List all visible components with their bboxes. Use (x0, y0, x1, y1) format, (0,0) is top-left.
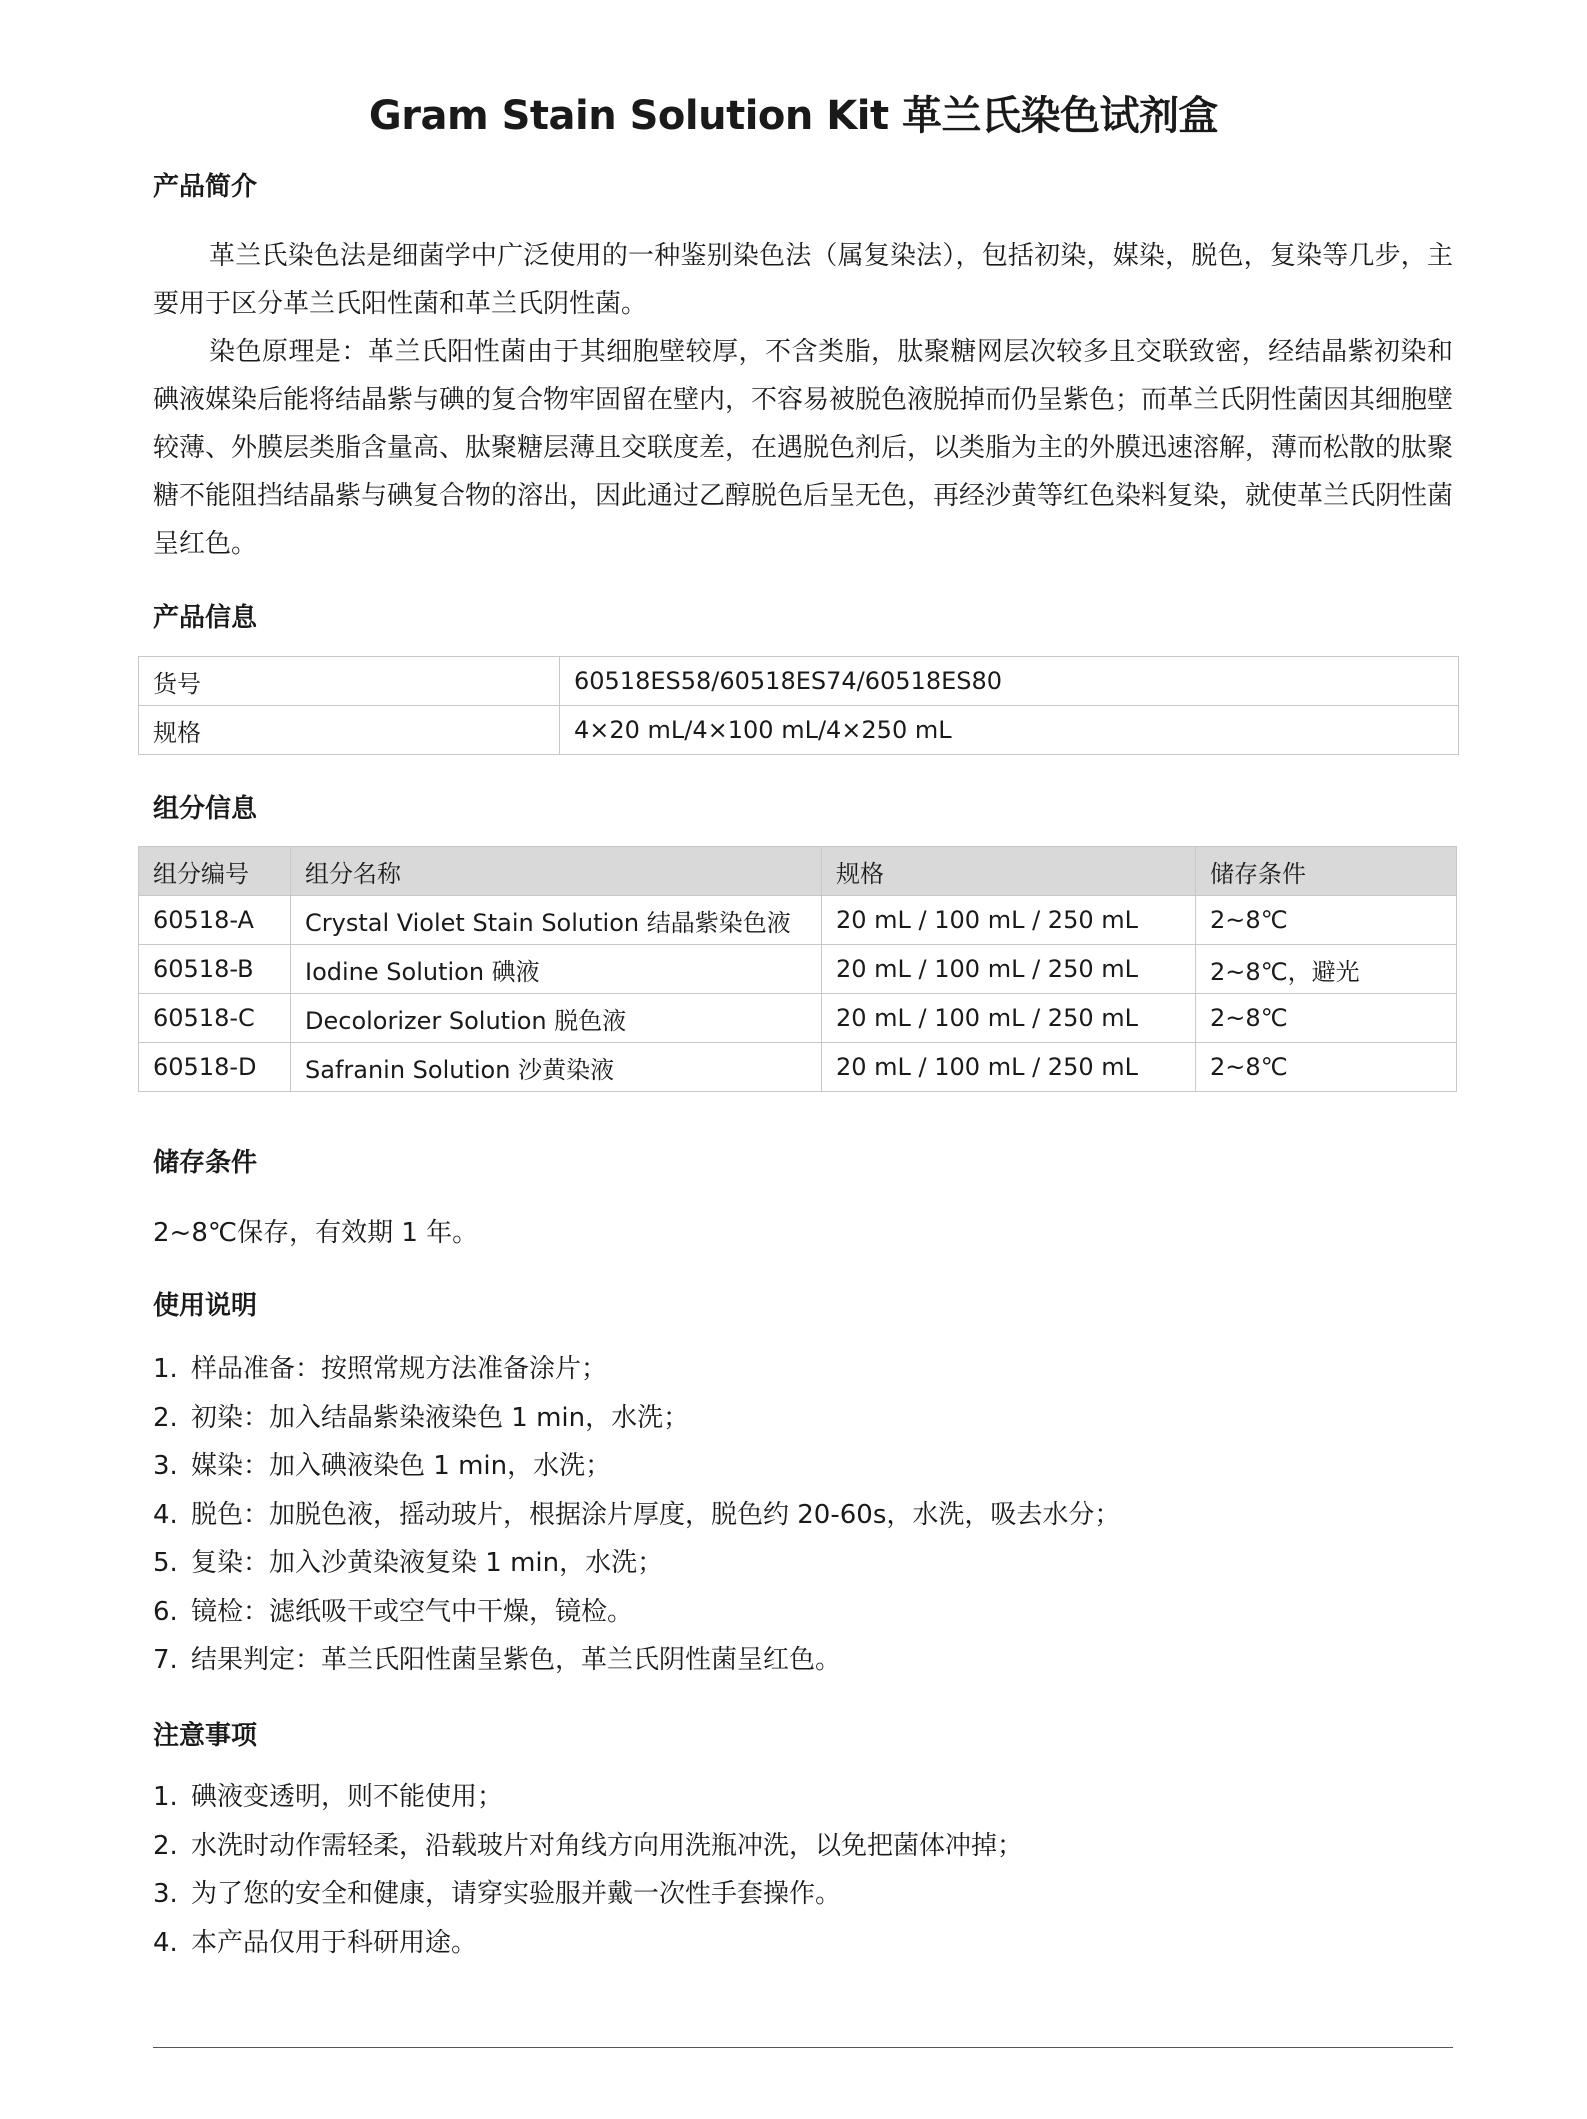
table-row (139, 657, 1459, 706)
usage-heading: 使用说明 (153, 1291, 258, 1321)
table-header-row (139, 847, 1457, 896)
list-item: 4. 本产品仅用于科研用途。 (153, 1927, 478, 1958)
column-header: 组分编号 (139, 847, 291, 896)
list-item: 7. 结果判定：革兰氏阳性菌呈紫色，革兰氏阴性菌呈红色。 (153, 1645, 842, 1675)
notes-list (153, 1773, 1023, 1967)
table-cell: 60518-C (139, 994, 291, 1043)
notes-heading: 注意事项 (153, 1721, 258, 1751)
footer-divider (153, 2047, 1453, 2048)
table-row (139, 1043, 1457, 1092)
table-cell: 2~8℃，避光 (1196, 945, 1457, 994)
table-cell: 4×20 mL/4×100 mL/4×250 mL (560, 706, 1459, 755)
document-title: Gram Stain Solution Kit 革兰氏染色试剂盒 (368, 93, 1219, 139)
table-cell: 2~8℃ (1196, 896, 1457, 945)
table-row (139, 945, 1457, 994)
table-cell: 60518-A (139, 896, 291, 945)
list-item: 2. 初染：加入结晶紫染液染色 1 min，水洗； (153, 1402, 690, 1433)
storage-heading: 储存条件 (153, 1148, 258, 1178)
list-item: 3. 为了您的安全和健康，请穿实验服并戴一次性手套操作。 (153, 1879, 842, 1909)
list-item: 6. 镜检：滤纸吸干或空气中干燥，镜检。 (153, 1596, 634, 1627)
table-cell: 20 mL / 100 mL / 250 mL (822, 994, 1196, 1043)
list-item: 5. 复染：加入沙黄染液复染 1 min，水洗； (153, 1548, 664, 1578)
table-cell: 60518-D (139, 1043, 291, 1092)
table-cell: 20 mL / 100 mL / 250 mL (822, 945, 1196, 994)
list-item: 1. 样品准备：按照常规方法准备涂片； (153, 1354, 608, 1384)
table-cell: 2~8℃ (1196, 994, 1457, 1043)
table-cell: 20 mL / 100 mL / 250 mL (822, 1043, 1196, 1092)
list-item: 2. 水洗时动作需轻柔，沿载玻片对角线方向用洗瓶冲洗，以免把菌体冲掉； (153, 1830, 1024, 1861)
product-info-table (138, 656, 1459, 755)
intro-heading: 产品简介 (153, 172, 258, 202)
list-item: 1. 碘液变透明，则不能使用； (153, 1782, 504, 1812)
intro-body (153, 232, 1453, 568)
table-cell: 规格 (139, 706, 560, 755)
table-row (139, 706, 1459, 755)
usage-list (153, 1345, 1120, 1685)
table-cell: Crystal Violet Stain Solution 结晶紫染色液 (291, 896, 822, 945)
table-row (139, 994, 1457, 1043)
table-cell: 60518-B (139, 945, 291, 994)
list-item: 3. 媒染：加入碘液染色 1 min，水洗； (153, 1451, 612, 1481)
column-header: 储存条件 (1196, 847, 1457, 896)
product-info-heading: 产品信息 (153, 603, 258, 633)
table-row (139, 896, 1457, 945)
table-cell: Decolorizer Solution 脱色液 (291, 994, 822, 1043)
table-cell: 20 mL / 100 mL / 250 mL (822, 896, 1196, 945)
table-cell: 货号 (139, 657, 560, 706)
table-cell: 60518ES58/60518ES74/60518ES80 (560, 657, 1459, 706)
intro-paragraph: 革兰氏染色法是细菌学中广泛使用的一种鉴别染色法（属复染法），包括初染，媒染，脱色，复染等几步，主要用于区分革兰氏阳性菌和革兰氏阴性菌。 (153, 241, 1453, 319)
column-header: 组分名称 (291, 847, 822, 896)
intro-paragraph: 染色原理是：革兰氏阳性菌由于其细胞壁较厚，不含类脂，肽聚糖网层次较多且交联致密，经结晶紫初染和碘液媒染后能将结晶紫与碘的复合物牢固留在壁内，不容易被脱色液脱掉而仍呈紫色；而革兰氏阴性菌因其细胞壁较薄、外膜层类脂含量高、肽聚糖层薄且交联度差，在遇脱色剂后，以类脂为主的外膜迅速溶解，薄而松散的肽聚糖不能阻挡结晶紫与碘复合物的溶出，因此通过乙醇脱色后呈无色，再经沙黄等红色染料复染，就使革兰氏阴性菌呈红色。 (153, 337, 1454, 559)
table-cell: Iodine Solution 碘液 (291, 945, 822, 994)
list-item: 4. 脱色：加脱色液，摇动玻片，根据涂片厚度，脱色约 20-60s，水洗，吸去水分； (153, 1499, 1121, 1530)
column-header: 规格 (822, 847, 1196, 896)
table-cell: Safranin Solution 沙黄染液 (291, 1043, 822, 1092)
table-cell: 2~8℃ (1196, 1043, 1457, 1092)
components-heading: 组分信息 (153, 794, 258, 824)
components-table (138, 846, 1457, 1092)
storage-text: 2~8℃保存，有效期 1 年。 (153, 1218, 479, 1248)
